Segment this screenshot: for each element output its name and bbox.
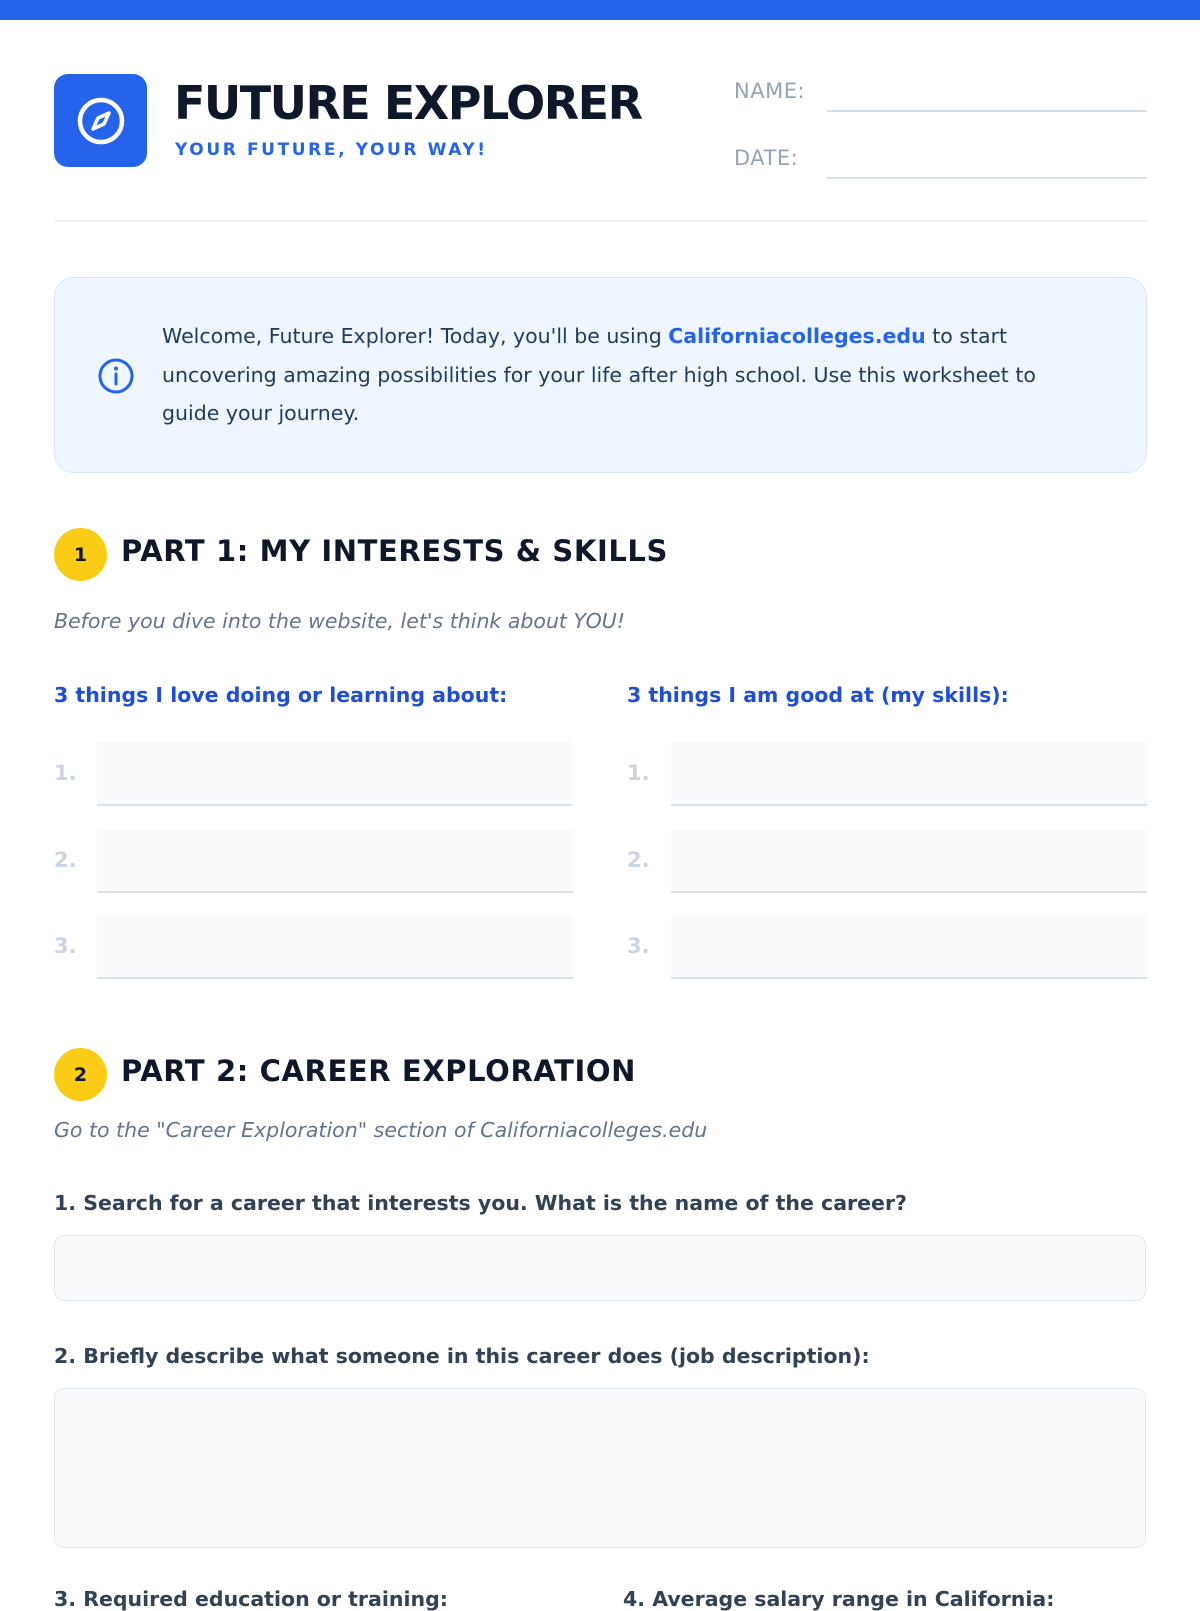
career-name-field[interactable] <box>54 1235 1146 1301</box>
skill-number: 1. <box>627 761 650 785</box>
skill-field-2[interactable] <box>671 829 1147 893</box>
interest-number: 1. <box>54 761 77 785</box>
interest-field-2[interactable] <box>97 829 573 893</box>
part2-subtitle: Go to the "Career Exploration" section of Californiacolleges.edu <box>54 1118 708 1142</box>
skill-number: 3. <box>627 934 650 958</box>
logo <box>54 74 147 167</box>
part1-subtitle: Before you dive into the website, let's think about YOU! <box>54 609 626 633</box>
compass-icon <box>76 96 126 146</box>
part1-title: PART 1: MY INTERESTS & SKILLS <box>121 534 668 568</box>
skills-heading: 3 things I am good at (my skills): <box>627 683 1009 707</box>
interest-number: 3. <box>54 934 77 958</box>
name-label: NAME: <box>734 79 806 103</box>
name-field[interactable] <box>827 110 1147 112</box>
intro-text <box>162 317 1062 433</box>
interest-number: 2. <box>54 848 77 872</box>
header-divider <box>54 220 1147 222</box>
question-job-description: 2. Briefly describe what someone in this career does (job description): <box>54 1344 870 1368</box>
intro-callout <box>54 277 1147 473</box>
top-accent-bar <box>0 0 1200 20</box>
info-icon <box>97 357 135 395</box>
part2-title: PART 2: CAREER EXPLORATION <box>121 1054 637 1088</box>
page-title: FUTURE EXPLORER <box>174 76 642 130</box>
interest-field-3[interactable] <box>97 915 573 979</box>
intro-text-start: Welcome, Future Explorer! Today, you'll be using <box>162 324 669 348</box>
skill-number: 2. <box>627 848 650 872</box>
date-field[interactable] <box>827 177 1147 179</box>
website-link[interactable]: Californiacolleges.edu <box>668 324 926 348</box>
part1-number-badge: 1 <box>54 528 107 581</box>
skill-field-3[interactable] <box>671 915 1147 979</box>
skill-field-1[interactable] <box>671 742 1147 806</box>
question-education: 3. Required education or training: <box>54 1587 448 1611</box>
question-salary: 4. Average salary range in California: <box>623 1587 1055 1611</box>
interest-field-1[interactable] <box>97 742 573 806</box>
tagline: YOUR FUTURE, YOUR WAY! <box>175 140 488 160</box>
part2-number-badge: 2 <box>54 1048 107 1101</box>
date-label: DATE: <box>734 146 799 170</box>
interests-heading: 3 things I love doing or learning about: <box>54 683 508 707</box>
job-description-field[interactable] <box>54 1388 1146 1548</box>
intro-text-end: to start uncovering amazing possibilities for your life after high school. Use this worksheet to guide your journey. <box>162 324 1036 425</box>
question-career-name: 1. Search for a career that interests you. What is the name of the career? <box>54 1191 907 1215</box>
